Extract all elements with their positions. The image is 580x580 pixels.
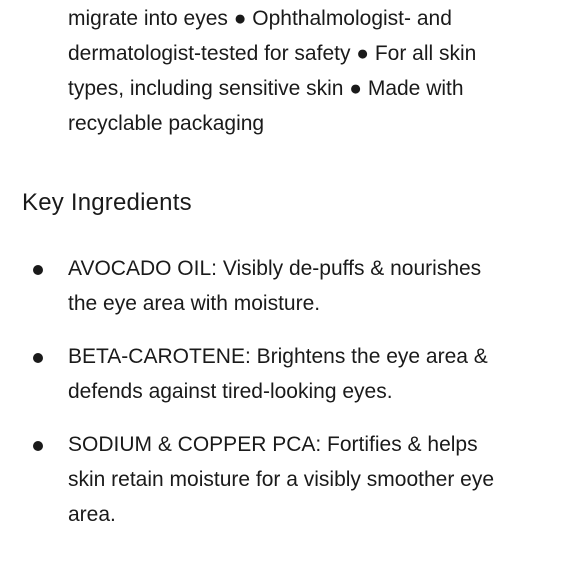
product-details-text [68, 1, 568, 141]
list-item [0, 339, 580, 409]
list-item [0, 251, 580, 321]
ingredient-line: the eye area with moisture. [68, 292, 321, 315]
bullet-icon [33, 265, 43, 275]
ingredient-line: area. [68, 503, 116, 526]
key-ingredients-heading: Key Ingredients [22, 189, 192, 216]
ingredient-line: skin retain moisture for a visibly smoother eye [68, 468, 494, 491]
product-details-line: migrate into eyes ● Ophthalmologist- and [68, 7, 452, 30]
ingredient-line: SODIUM & COPPER PCA: Fortifies & helps [68, 433, 478, 456]
key-ingredients-list [0, 251, 580, 550]
ingredient-line: BETA-CAROTENE: Brightens the eye area & [68, 345, 488, 368]
bullet-icon [33, 441, 43, 451]
product-details-line: types, including sensitive skin ● Made with [68, 77, 464, 100]
product-details-line: recyclable packaging [68, 112, 265, 135]
bullet-icon [33, 353, 43, 363]
list-item [0, 427, 580, 532]
ingredient-line: defends against tired-looking eyes. [68, 380, 393, 403]
product-details-line: dermatologist-tested for safety ● For all skin [68, 42, 477, 65]
ingredient-line: AVOCADO OIL: Visibly de-puffs & nourishes [68, 257, 482, 280]
